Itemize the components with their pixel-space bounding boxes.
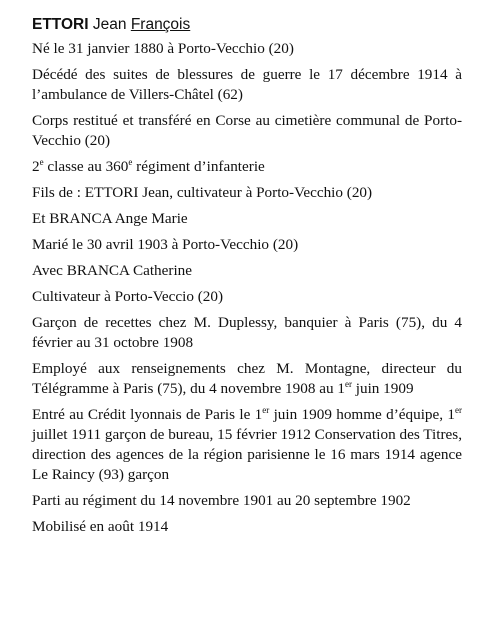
given-name-second: François — [130, 16, 191, 33]
rank-line — [32, 157, 462, 177]
occupation-line: Cultivateur à Porto-Veccio (20) — [32, 288, 224, 305]
rank-class-suffix: e — [39, 157, 44, 167]
job-line-2 — [32, 359, 462, 399]
birth-line: Né le 31 janvier 1880 à Porto-Vecchio (20) — [32, 40, 294, 57]
military-service-line: Parti au régiment du 14 novembre 1901 au 20 septembre 1902 — [32, 492, 411, 509]
spouse-line: Avec BRANCA Catherine — [32, 262, 193, 279]
regiment-suffix: e — [128, 157, 133, 167]
mobilization-line: Mobilisé en août 1914 — [32, 518, 169, 535]
regiment-text: régiment d’infanterie — [132, 158, 265, 175]
burial-line: Corps restitué et transféré en Corse au cimetière communal de Porto-Vecchio (20) — [32, 112, 462, 149]
marriage-line: Marié le 30 avril 1903 à Porto-Vecchio (20) — [32, 236, 299, 253]
job-line-3 — [32, 405, 462, 485]
job-line-3-suffix-b: er — [455, 405, 462, 415]
rank-class-text: classe au 360 — [43, 158, 129, 175]
job-line-3-part-c: juillet 1911 garçon de bureau, 15 février 1912 Conservation des Titres, direction des agences de la région parisienne le 16 mars 1914 agence Le Raincy (93) garçon — [32, 426, 462, 483]
biography-document — [32, 14, 462, 543]
surname: ETTORI — [32, 16, 89, 33]
job-line-2-text: Employé aux renseignements chez M. Montagne, directeur du Télégramme à Paris (75), du 4 novembre 1908 au 1 — [32, 360, 462, 397]
job-line-3-suffix-a: er — [262, 405, 270, 415]
job-line-2-suffix: er — [344, 379, 352, 389]
job-line-3-part-a: Entré au Crédit lyonnais de Paris le 1 — [32, 406, 263, 423]
job-line-1: Garçon de recettes chez M. Duplessy, banquier à Paris (75), du 4 février au 31 octobre 1908 — [32, 314, 462, 351]
job-line-2-end: juin 1909 — [351, 380, 414, 397]
death-line: Décédé des suites de blessures de guerre le 17 décembre 1914 à l’ambulance de Villers-Châtel (62) — [32, 66, 462, 103]
rank-class-number: 2 — [32, 158, 40, 175]
mother-line: Et BRANCA Ange Marie — [32, 210, 188, 227]
given-name-first: Jean — [92, 16, 127, 33]
person-name-heading — [32, 14, 462, 35]
father-line: Fils de : ETTORI Jean, cultivateur à Porto-Vecchio (20) — [32, 184, 373, 201]
job-line-3-part-b: juin 1909 homme d’équipe, 1 — [269, 406, 455, 423]
